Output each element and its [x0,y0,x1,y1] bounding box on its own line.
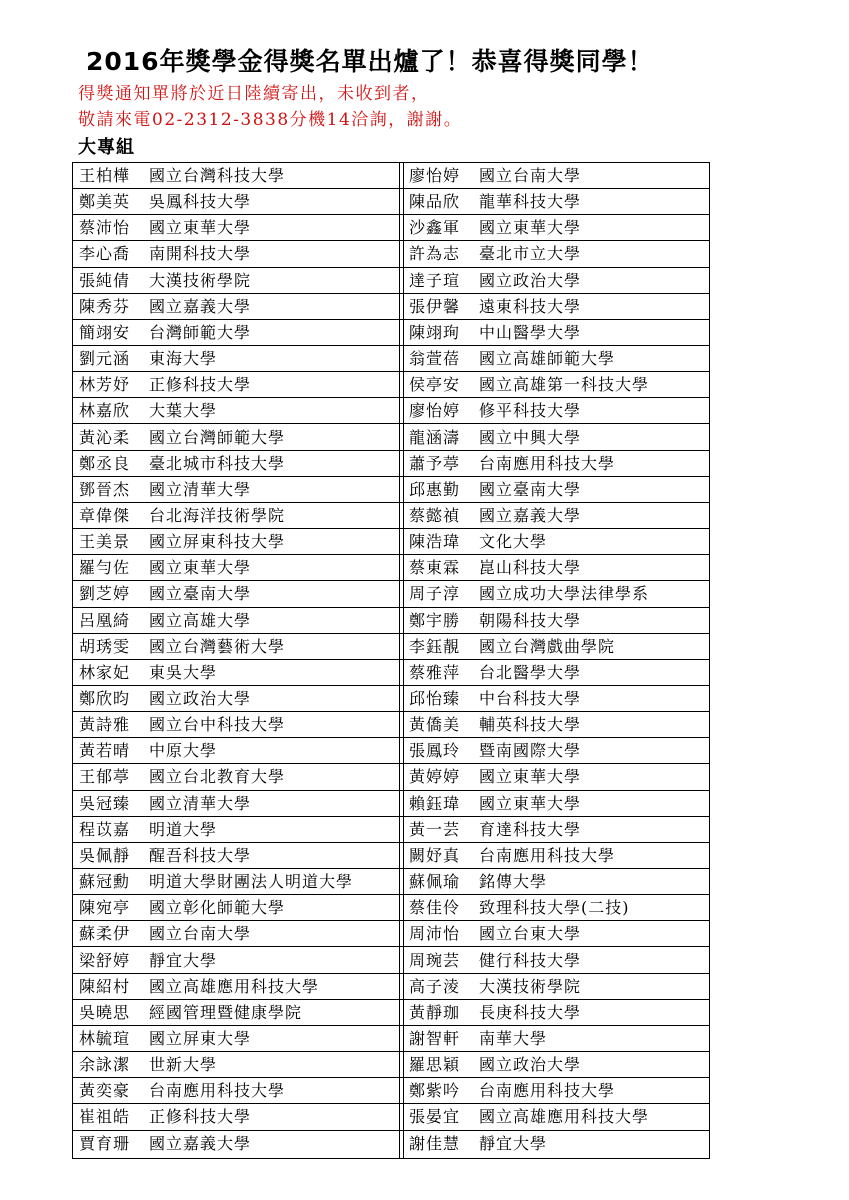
winner-school: 國立中興大學 [479,427,582,447]
table-row [73,660,709,686]
winner-school: 育達科技大學 [479,819,582,839]
table-row [73,791,709,817]
winner-name: 黃一芸 [409,819,461,839]
winner-school: 臺北市立大學 [479,244,582,264]
winner-name: 劉芝婷 [79,584,131,604]
winner-entry-left [79,974,397,999]
winner-school: 台南應用科技大學 [479,845,616,865]
winner-entry-left [79,294,397,319]
table-row [73,895,709,921]
winner-name: 張鳳玲 [409,741,461,761]
winner-entry-left [79,529,397,554]
winner-name: 鄭欣昀 [79,689,131,708]
winner-entry-left [79,948,397,973]
winner-entry-right [409,634,707,659]
winner-entry-left [79,503,397,528]
winner-school: 經國管理暨健康學院 [149,1002,303,1022]
winner-name: 侯亭安 [409,375,461,395]
winner-school: 龍華科技大學 [479,192,582,212]
table-row [73,843,709,869]
winner-name: 梁舒婷 [79,950,131,970]
winner-school: 國立屏東科技大學 [149,532,286,552]
winner-school: 國立台灣科技大學 [149,166,286,185]
winner-entry-left [79,346,397,371]
winner-name: 黃沁柔 [79,427,131,447]
winner-entry-right [409,425,707,450]
winner-school: 國立清華大學 [149,793,252,813]
winner-entry-left [79,608,397,633]
table-row [73,608,709,634]
winner-entry-left [79,163,397,188]
winner-school: 國立台灣藝術大學 [149,636,286,656]
table-row [73,163,709,189]
winner-school: 台南應用科技大學 [479,453,616,473]
winner-school: 長庚科技大學 [479,1002,582,1022]
winner-school: 國立屏東大學 [149,1028,252,1048]
winner-name: 蔡懿禎 [409,505,461,525]
winner-school: 正修科技大學 [149,1107,252,1127]
winner-entry-left [79,320,397,345]
winner-entry-right [409,660,707,685]
winner-entry-left [79,660,397,685]
winner-entry-right [409,241,707,266]
table-row [73,581,709,607]
table-row [73,712,709,738]
table-row [73,320,709,346]
winner-entry-left [79,1104,397,1129]
winner-school: 國立清華大學 [149,479,252,499]
winner-name: 蘇佩瑜 [409,872,461,892]
winner-name: 李心喬 [79,244,131,264]
winner-name: 陳宛亭 [79,898,131,918]
table-row [73,425,709,451]
winner-name: 龍涵濤 [409,427,461,447]
winner-name: 章偉傑 [79,505,131,525]
winner-school: 健行科技大學 [479,950,582,970]
winner-name: 胡琇雯 [79,636,131,656]
winner-name: 闕妤真 [409,845,461,865]
table-row [73,189,709,215]
winner-school: 吳鳳科技大學 [149,192,252,212]
page-title: 2016年獎學金得獎名單出爐了！恭喜得獎同學！ [86,47,654,76]
winner-name: 賴鈺瑋 [409,793,461,813]
winner-name: 羅思穎 [409,1055,461,1075]
winner-entry-right [409,738,707,763]
winner-name: 謝佳慧 [409,1133,461,1153]
table-row [73,398,709,424]
winner-name: 王郁葶 [79,767,131,787]
winner-entry-left [79,425,397,450]
winner-school: 中台科技大學 [479,689,582,708]
winner-entry-right [409,895,707,920]
winner-school: 國立東華大學 [479,793,582,813]
winner-entry-right [409,974,707,999]
table-row [73,974,709,1000]
winner-entry-right [409,1078,707,1103]
winner-name: 翁萱蓓 [409,349,461,369]
winner-school: 文化大學 [479,532,548,552]
winner-school: 國立東華大學 [149,558,252,578]
winner-school: 國立彰化師範大學 [149,898,286,918]
winner-school: 國立台南大學 [479,166,582,185]
section-title: 大專組 [78,137,135,158]
winner-entry-left [79,451,397,476]
winner-school: 明道大學財團法人明道大學 [149,872,354,892]
winner-entry-left [79,555,397,580]
winner-school: 中山醫學大學 [479,322,582,342]
winner-entry-left [79,921,397,946]
winner-name: 沙鑫軍 [409,218,461,238]
winner-name: 余詠潔 [79,1055,131,1075]
winner-school: 國立嘉義大學 [149,296,252,316]
winner-school: 國立台中科技大學 [149,715,286,735]
table-row [73,738,709,764]
winner-name: 黃若晴 [79,741,131,761]
table-row [73,1104,709,1130]
winner-school: 致理科技大學(二技) [479,898,630,918]
winner-school: 國立東華大學 [149,218,252,238]
table-row [73,686,709,712]
winner-school: 國立嘉義大學 [479,505,582,525]
notice-line-1: 得獎通知單將於近日陸續寄出，未收到者， [78,84,430,104]
table-row [73,1131,709,1157]
winners-table [72,162,710,1159]
table-row [73,555,709,581]
winner-school: 國立台灣戲曲學院 [479,636,616,656]
winner-name: 吳佩靜 [79,845,131,865]
winner-entry-right [409,503,707,528]
winner-school: 大漢技術學院 [149,270,252,290]
winner-entry-right [409,529,707,554]
winner-school: 國立東華大學 [479,767,582,787]
table-row [73,948,709,974]
winner-school: 台南應用科技大學 [149,1081,286,1101]
winner-entry-right [409,1131,707,1157]
winner-entry-left [79,477,397,502]
winner-entry-left [79,764,397,789]
notice-line-2: 敬請來電02-2312-3838分機14洽詢，謝謝。 [78,110,463,130]
winner-school: 國立高雄第一科技大學 [479,375,650,395]
winner-entry-left [79,1026,397,1051]
winner-entry-left [79,372,397,397]
winner-entry-right [409,398,707,423]
winner-school: 台北醫學大學 [479,662,582,682]
winner-school: 國立台南大學 [149,924,252,944]
winner-school: 世新大學 [149,1055,218,1075]
winner-school: 國立高雄應用科技大學 [479,1107,650,1127]
winner-entry-right [409,477,707,502]
winner-entry-right [409,372,707,397]
winner-school: 崑山科技大學 [479,558,582,578]
winner-school: 國立台東大學 [479,924,582,944]
winner-school: 國立政治大學 [479,270,582,290]
winner-school: 國立政治大學 [149,689,252,708]
winner-name: 簡翊安 [79,322,131,342]
table-row [73,346,709,372]
winner-entry-left [79,634,397,659]
table-row [73,869,709,895]
winner-entry-left [79,241,397,266]
winner-entry-right [409,948,707,973]
winner-entry-left [79,1052,397,1077]
winner-school: 國立高雄大學 [149,610,252,630]
winner-school: 暨南國際大學 [479,741,582,761]
winner-name: 羅勻佐 [79,558,131,578]
table-row [73,268,709,294]
winner-entry-right [409,869,707,894]
winner-entry-right [409,189,707,214]
winner-school: 醒吾科技大學 [149,845,252,865]
table-row [73,817,709,843]
winner-school: 台南應用科技大學 [479,1081,616,1101]
winner-school: 東吳大學 [149,662,218,682]
winner-school: 靜宜大學 [479,1133,548,1153]
winner-entry-right [409,555,707,580]
winner-name: 林嘉欣 [79,401,131,421]
winner-entry-right [409,608,707,633]
winner-name: 蔡雅萍 [409,662,461,682]
winner-entry-right [409,843,707,868]
winner-school: 國立東華大學 [479,218,582,238]
winner-school: 國立嘉義大學 [149,1133,252,1153]
winner-school: 南開科技大學 [149,244,252,264]
winner-entry-right [409,294,707,319]
winner-name: 蘇柔伊 [79,924,131,944]
winner-name: 陳秀芬 [79,296,131,316]
winner-entry-right [409,764,707,789]
winner-name: 鄧晉杰 [79,479,131,499]
table-row [73,529,709,555]
table-row [73,294,709,320]
table-row [73,451,709,477]
winner-entry-right [409,346,707,371]
winner-name: 蘇冠勳 [79,872,131,892]
table-row [73,241,709,267]
winner-name: 蔡佳伶 [409,898,461,918]
table-row [73,503,709,529]
winner-entry-left [79,581,397,606]
winner-name: 黃僑美 [409,715,461,735]
winner-name: 呂凰綺 [79,610,131,630]
winner-school: 大漢技術學院 [479,976,582,996]
winner-name: 賈育珊 [79,1133,131,1153]
winner-school: 朝陽科技大學 [479,610,582,630]
winner-name: 張晏宜 [409,1107,461,1127]
winner-entry-right [409,712,707,737]
winner-entry-left [79,712,397,737]
winner-entry-left [79,738,397,763]
table-row [73,764,709,790]
winner-school: 東海大學 [149,349,218,369]
winner-entry-left [79,1131,397,1157]
winner-name: 林毓瑄 [79,1028,131,1048]
winner-entry-left [79,686,397,711]
table-row [73,372,709,398]
winner-entry-left [79,895,397,920]
winner-entry-left [79,843,397,868]
winner-school: 國立台灣師範大學 [149,427,286,447]
winner-entry-right [409,581,707,606]
winner-entry-right [409,1104,707,1129]
winner-entry-right [409,268,707,293]
winner-entry-left [79,398,397,423]
winner-entry-right [409,320,707,345]
winner-name: 周沛怡 [409,924,461,944]
winner-entry-right [409,686,707,711]
winner-name: 張伊馨 [409,296,461,316]
winner-name: 黃詩雅 [79,715,131,735]
winner-school: 大葉大學 [149,401,218,421]
table-row [73,1026,709,1052]
winner-school: 中原大學 [149,741,218,761]
winner-name: 鄭美英 [79,192,131,212]
table-row [73,477,709,503]
winner-entry-right [409,451,707,476]
winner-entry-left [79,817,397,842]
winner-school: 南華大學 [479,1028,548,1048]
table-row [73,1078,709,1104]
winner-name: 高子淩 [409,976,461,996]
winner-school: 國立政治大學 [479,1055,582,1075]
winner-school: 臺北城市科技大學 [149,453,286,473]
winner-name: 周琬芸 [409,950,461,970]
winner-name: 陳浩瑋 [409,532,461,552]
winner-school: 國立成功大學法律學系 [479,584,650,604]
winner-name: 廖怡婷 [409,166,461,185]
winner-school: 明道大學 [149,819,218,839]
winner-school: 靜宜大學 [149,950,218,970]
winner-entry-right [409,1026,707,1051]
winner-name: 程苡嘉 [79,819,131,839]
winner-name: 林芳妤 [79,375,131,395]
winner-entry-left [79,189,397,214]
winner-school: 修平科技大學 [479,401,582,421]
winner-entry-left [79,1000,397,1025]
winner-school: 輔英科技大學 [479,715,582,735]
winner-name: 吳曉思 [79,1002,131,1022]
winner-name: 張純倩 [79,270,131,290]
winner-school: 國立高雄師範大學 [479,349,616,369]
winner-name: 謝智軒 [409,1028,461,1048]
winner-name: 邱怡臻 [409,689,461,708]
winner-entry-left [79,869,397,894]
winner-name: 黃奕豪 [79,1081,131,1101]
table-row [73,215,709,241]
table-row [73,634,709,660]
winner-name: 鄭紫吟 [409,1081,461,1101]
winner-entry-left [79,268,397,293]
winner-name: 蔡沛怡 [79,218,131,238]
winner-name: 鄭丞良 [79,453,131,473]
winner-school: 國立台北教育大學 [149,767,286,787]
winner-name: 王柏樺 [79,166,131,185]
winner-name: 崔祖皓 [79,1107,131,1127]
winner-name: 達子瑄 [409,270,461,290]
winner-name: 黃婷婷 [409,767,461,787]
winner-name: 王美景 [79,532,131,552]
winner-entry-right [409,1052,707,1077]
winner-entry-right [409,1000,707,1025]
winner-name: 陳翊珣 [409,322,461,342]
winner-name: 黃靜珈 [409,1002,461,1022]
winner-entry-right [409,817,707,842]
winner-name: 劉元涵 [79,349,131,369]
table-row [73,921,709,947]
winner-entry-left [79,791,397,816]
winner-school: 國立高雄應用科技大學 [149,976,320,996]
winner-name: 林家妃 [79,662,131,682]
winner-entry-right [409,163,707,188]
winner-school: 國立臺南大學 [479,479,582,499]
winner-name: 蔡東霖 [409,558,461,578]
winner-school: 銘傳大學 [479,872,548,892]
winner-school: 國立臺南大學 [149,584,252,604]
winner-name: 陳紹村 [79,976,131,996]
winner-entry-left [79,215,397,240]
winner-school: 台灣師範大學 [149,322,252,342]
winner-entry-right [409,921,707,946]
winner-name: 鄭宇勝 [409,610,461,630]
winner-entry-left [79,1078,397,1103]
winner-name: 陳品欣 [409,192,461,212]
winner-entry-right [409,791,707,816]
table-row [73,1000,709,1026]
winner-name: 邱惠勤 [409,479,461,499]
winner-name: 吳冠臻 [79,793,131,813]
winner-name: 廖怡婷 [409,401,461,421]
winner-name: 蕭予葶 [409,453,461,473]
winner-name: 周子淳 [409,584,461,604]
winner-entry-right [409,215,707,240]
winner-name: 李鈺靚 [409,636,461,656]
winner-school: 遠東科技大學 [479,296,582,316]
winner-school: 台北海洋技術學院 [149,505,286,525]
winner-school: 正修科技大學 [149,375,252,395]
winner-name: 許為志 [409,244,461,264]
table-row [73,1052,709,1078]
